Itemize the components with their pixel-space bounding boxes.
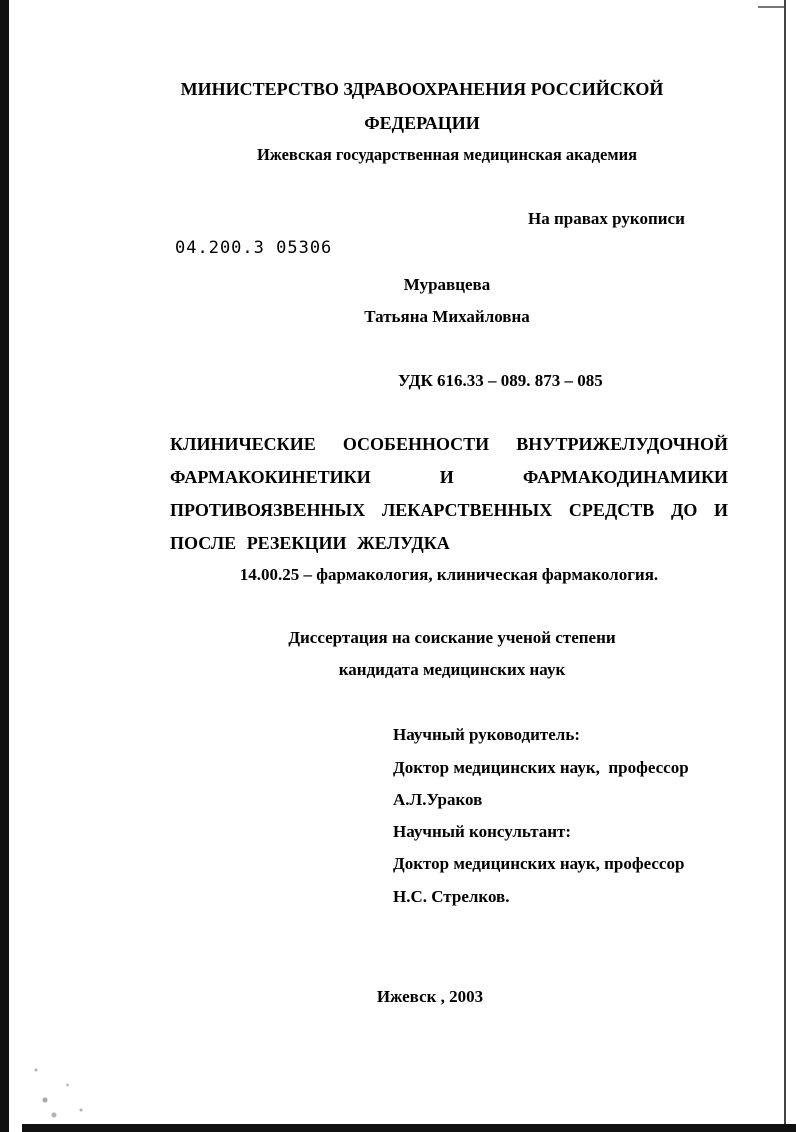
ministry-line-2: ФЕДЕРАЦИИ (364, 113, 480, 133)
supervisor-degree: Доктор медицинских наук, профессор (393, 758, 689, 777)
scan-speckle (18, 1020, 108, 1120)
author-given-names: Татьяна Михайловна (364, 307, 530, 326)
scan-border-bottom (22, 1124, 796, 1132)
dissertation-line-1: Диссертация на соискание ученой степени (288, 628, 616, 647)
ministry-line-1: МИНИСТЕРСТВО ЗДРАВООХРАНЕНИЯ РОССИЙСКОЙ (180, 79, 664, 99)
consultant-degree: Доктор медицинских наук, профессор (393, 854, 685, 873)
title-line-4: ПОСЛЕ РЕЗЕКЦИИ ЖЕЛУДКА (170, 533, 450, 553)
author-surname: Муравцева (403, 275, 491, 294)
title-line-1: КЛИНИЧЕСКИЕ ОСОБЕННОСТИ ВНУТРИЖЕЛУДОЧНОЙ (170, 434, 728, 454)
manuscript-note: На правах рукописи (528, 209, 685, 228)
supervisor-name: А.Л.Ураков (393, 790, 483, 809)
consultant-name: Н.С. Стрелков. (393, 887, 510, 906)
supervisor-label: Научный руководитель: (393, 725, 580, 744)
scan-corner-mark (758, 6, 784, 8)
consultant-label: Научный консультант: (393, 822, 572, 841)
specialty: 14.00.25 – фармакология, клиническая фармакология. (239, 565, 659, 584)
city-year: Ижевск , 2003 (376, 987, 484, 1006)
registration-code: 04.200.3 05306 (175, 238, 333, 258)
academy-name: Ижевская государственная медицинская академия (257, 145, 637, 164)
udc-code: УДК 616.33 – 089. 873 – 085 (398, 371, 603, 390)
title-line-3: ПРОТИВОЯЗВЕННЫХ ЛЕКАРСТВЕННЫХ СРЕДСТВ ДО И (170, 500, 728, 520)
dissertation-line-2: кандидата медицинских наук (338, 660, 566, 679)
title-line-2: ФАРМАКОКИНЕТИКИ И ФАРМАКОДИНАМИКИ (170, 467, 728, 487)
